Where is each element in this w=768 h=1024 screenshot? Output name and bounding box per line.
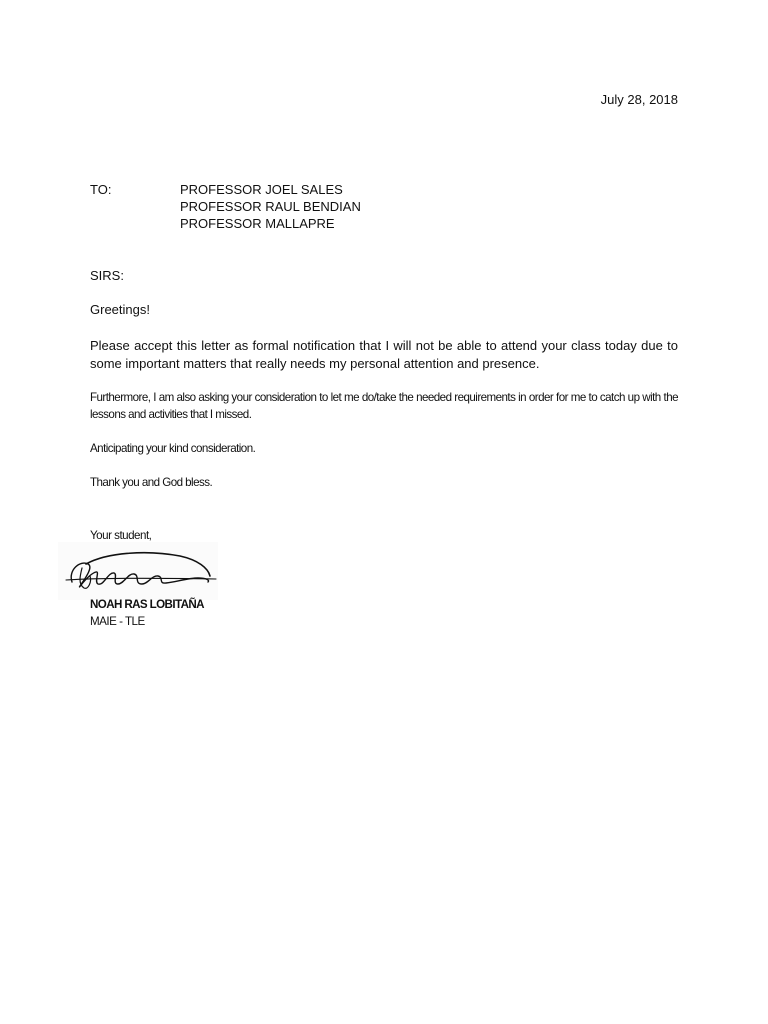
recipient-list — [180, 181, 480, 232]
greeting: Greetings! — [90, 302, 150, 317]
body-paragraph-notification: Please accept this letter as formal notification that I will not be able to attend your class today due to some important matters that really needs my personal attention and presence. — [90, 338, 678, 371]
salutation: SIRS: — [90, 268, 124, 283]
recipient-name: PROFESSOR RAUL BENDIAN — [180, 199, 361, 214]
to-label: TO: — [90, 182, 112, 197]
handwritten-signature — [58, 542, 218, 600]
recipient-name: PROFESSOR JOEL SALES — [180, 182, 343, 197]
complimentary-close: Your student, — [90, 529, 152, 542]
body-paragraph-request: Furthermore, I am also asking your consideration to let me do/take the needed requirements in order for me to catch up with the lessons and activities that I missed. — [90, 391, 678, 421]
body-paragraph-thanks: Thank you and God bless. — [90, 476, 213, 489]
letter-date: July 28, 2018 — [600, 92, 678, 107]
body-paragraph-anticipation: Anticipating your kind consideration. — [90, 442, 256, 455]
signer-name: NOAH RAS LOBITAÑA — [90, 598, 204, 611]
recipient-name: PROFESSOR MALLAPRE — [180, 216, 335, 231]
signer-course: MAIE - TLE — [90, 615, 145, 628]
